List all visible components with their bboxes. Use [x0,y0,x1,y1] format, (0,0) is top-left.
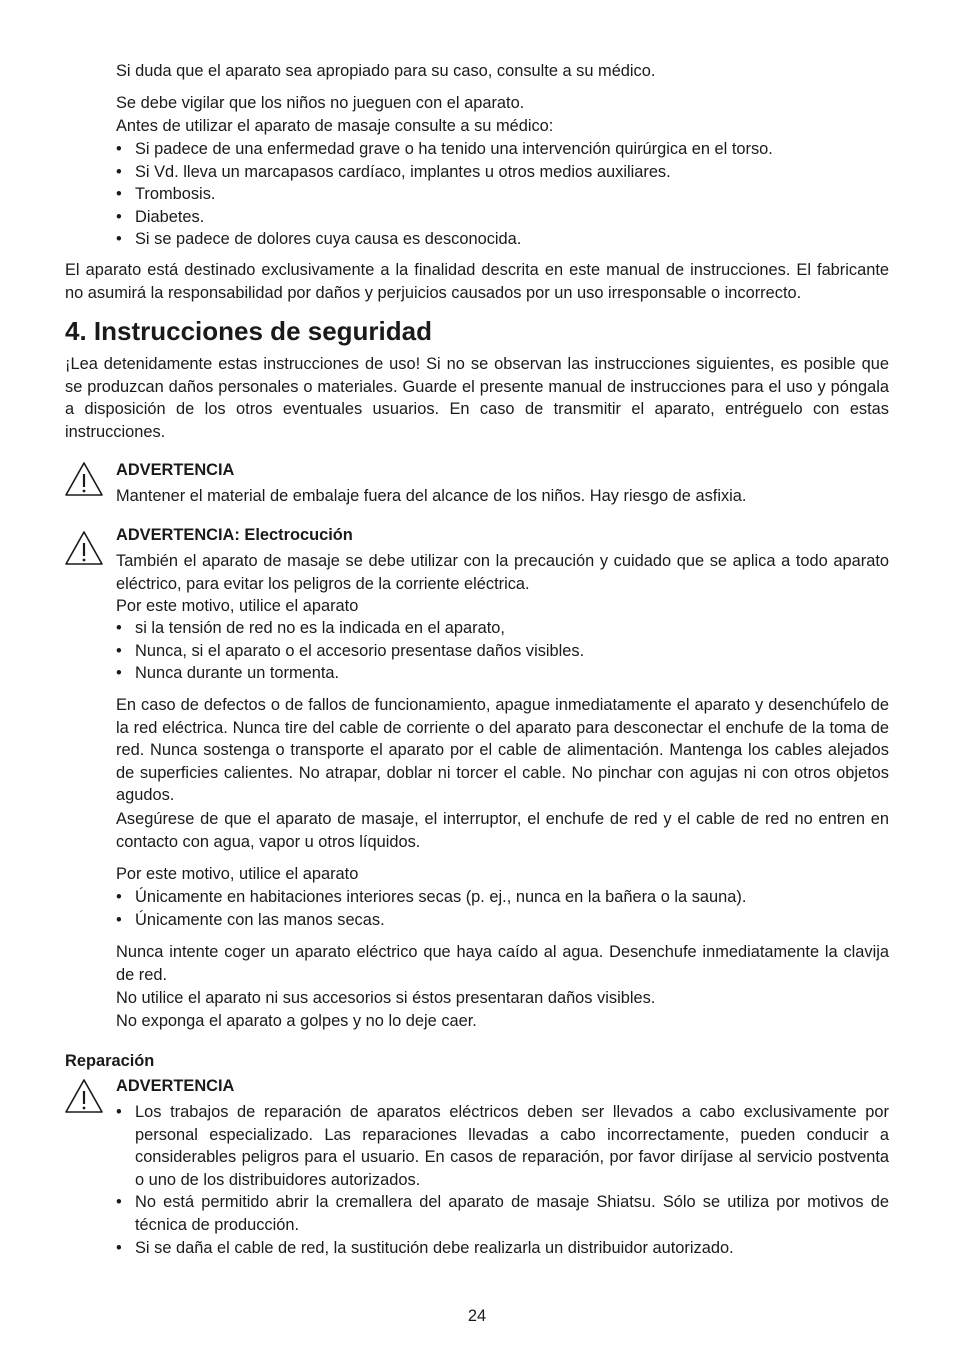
list-item: • Únicamente en habitaciones interiores secas (p. ej., nunca en la bañera o la sauna). [116,886,889,909]
list-item: • Nunca, si el aparato o el accesorio presentase daños visibles. [116,640,889,663]
warning-paragraph: Asegúrese de que el aparato de masaje, el interruptor, el enchufe de red y el cable de red no entren en contacto con agua, vapor u otros líquidos. [116,810,889,851]
list-item: • Nunca durante un tormenta. [116,662,889,685]
warning-title: ADVERTENCIA [116,461,235,479]
section-lead-paragraph: ¡Lea detenidamente estas instrucciones de uso! Si no se observan las instrucciones siguientes, es posible que se produzcan daños personales o materiales. Guarde el presente manual de instrucciones para el uso y póngala a disposición de los otros eventuales usuarios. En caso de transmitir el aparato, entréguelo con estas instrucciones. [65,355,889,441]
warning-paragraph: Nunca intente coger un aparato eléctrico que haya caído al agua. Desenchufe inmediatamente la clavija de red. [116,943,889,984]
warning-text: Por este motivo, utilice el aparato [116,865,359,883]
warning-text: Mantener el material de embalaje fuera del alcance de los niños. Hay riesgo de asfixia. [116,487,747,505]
warning-title: ADVERTENCIA [116,1077,235,1095]
list-item: • Si padece de una enfermedad grave o ha tenido una intervención quirúrgica en el torso. [116,138,889,161]
warning-paragraph: No exponga el aparato a golpes y no lo deje caer. [116,1012,477,1030]
warning-text: También el aparato de masaje se debe utilizar con la precaución y cuidado que se aplica a todo aparato eléctrico, para evitar los peligros de la corriente eléctrica. [116,552,889,593]
repair-subheading: Reparación [65,1052,155,1070]
warning-paragraph: No utilice el aparato ni sus accesorios si éstos presentaran daños visibles. [116,989,656,1007]
list-item: • Si Vd. lleva un marcapasos cardíaco, implantes u otros medios auxiliares. [116,161,889,184]
intro-paragraph-1: Si duda que el aparato sea apropiado para su caso, consulte a su médico. [116,62,656,80]
intro-paragraph-4: El aparato está destinado exclusivamente a la finalidad descrita en este manual de instrucciones. El fabricante no asumirá la responsabilidad por daños y perjuicios causados por un uso irresponsable o incorrecto. [65,261,889,302]
warning-triangle-icon [64,461,104,497]
list-item: • No está permitido abrir la cremallera del aparato de masaje Shiatsu. Sólo se utiliza por motivos de técnica de producción. [116,1191,889,1236]
warning-triangle-icon [64,530,104,566]
repair-bullet-list [116,1101,889,1259]
warning-triangle-icon [64,1078,104,1114]
list-item: • Los trabajos de reparación de aparatos eléctricos deben ser llevados a cabo exclusivamente por personal especializado. Las reparaciones llevadas a cabo incorrectamente, pueden conducir a considerables peligros para el usuario. En casos de reparación, por favor diríjase al servicio postventa o uno de los distribuidores autorizados. [116,1101,889,1191]
warning-text: Por este motivo, utilice el aparato [116,597,359,615]
warning-title: ADVERTENCIA: Electrocución [116,526,353,544]
list-item: • Únicamente con las manos secas. [116,909,889,932]
intro-bullet-list [116,138,889,251]
list-item: • Si se padece de dolores cuya causa es desconocida. [116,228,889,251]
list-item: • Si se daña el cable de red, la sustitución debe realizarla un distribuidor autorizado. [116,1237,889,1260]
section-heading: 4. Instrucciones de seguridad [65,316,432,346]
intro-paragraph-3: Antes de utilizar el aparato de masaje consulte a su médico: [116,117,554,135]
list-item: • si la tensión de red no es la indicada en el aparato, [116,617,889,640]
intro-paragraph-2: Se debe vigilar que los niños no jueguen con el aparato. [116,94,525,112]
warning-paragraph: En caso de defectos o de fallos de funcionamiento, apague inmediatamente el aparato y desenchúfelo de la red eléctrica. Nunca tire del cable de corriente o del aparato para desconectar el enchufe de la toma de red. Nunca sostenga o transporte el aparato por el cable de alimentación. Mantenga los cables alejados de superficies calientes. No atrapar, doblar ni torcer el cable. No pinchar con agujas ni con otros objetos agudos. [116,696,889,805]
list-item: • Trombosis. [116,183,889,206]
page-number: 24 [467,1307,487,1325]
warning-bullet-list [116,617,889,685]
list-item: • Diabetes. [116,206,889,229]
warning-bullet-list [116,886,889,931]
